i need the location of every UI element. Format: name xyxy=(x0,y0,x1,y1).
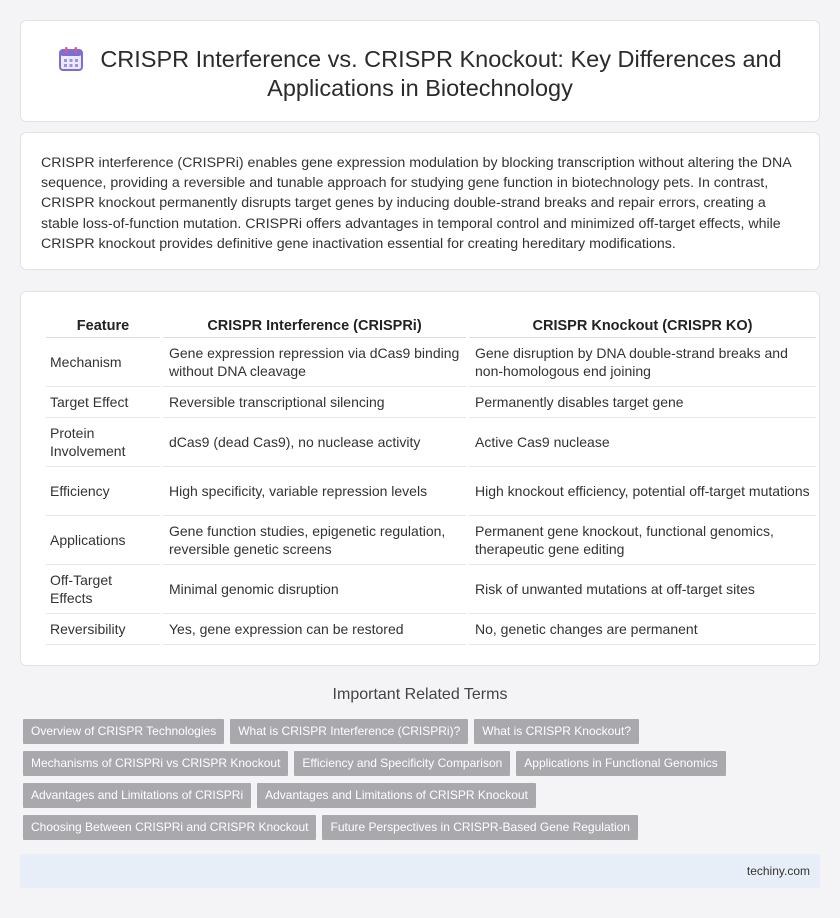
crispr-ko-cell: No, genetic changes are permanent xyxy=(469,614,816,645)
table-row xyxy=(46,338,816,387)
crispri-cell: Yes, gene expression can be restored xyxy=(163,614,466,645)
crispri-cell: Gene function studies, epigenetic regulation, reversible genetic screens xyxy=(163,516,466,565)
crispri-cell: Reversible transcriptional silencing xyxy=(163,387,466,418)
feature-cell: Mechanism xyxy=(46,338,160,387)
crispri-cell: High specificity, variable repression levels xyxy=(163,467,466,516)
table-row xyxy=(46,467,816,516)
page-title xyxy=(21,45,819,103)
crispr-ko-cell: Permanent gene knockout, functional genomics, therapeutic gene editing xyxy=(469,516,816,565)
crispr-ko-cell: Active Cas9 nuclease xyxy=(469,418,816,467)
header-crispri: CRISPR Interference (CRISPRi) xyxy=(163,314,466,338)
tag-row xyxy=(23,783,823,808)
crispri-cell: Minimal genomic disruption xyxy=(163,565,466,614)
related-term-link[interactable]: Overview of CRISPR Technologies xyxy=(23,719,224,744)
feature-cell: Target Effect xyxy=(46,387,160,418)
crispr-ko-cell: Gene disruption by DNA double-strand breaks and non-homologous end joining xyxy=(469,338,816,387)
feature-cell: Applications xyxy=(46,516,160,565)
table-row xyxy=(46,565,816,614)
related-term-link[interactable]: Efficiency and Specificity Comparison xyxy=(294,751,510,776)
table-row xyxy=(46,614,816,645)
calendar-icon xyxy=(58,46,84,72)
related-term-link[interactable]: Mechanisms of CRISPRi vs CRISPR Knockout xyxy=(23,751,288,776)
related-terms xyxy=(23,719,823,847)
crispr-ko-cell: High knockout efficiency, potential off-target mutations xyxy=(469,467,816,516)
feature-cell: Off-Target Effects xyxy=(46,565,160,614)
feature-cell: Reversibility xyxy=(46,614,160,645)
crispr-ko-cell: Risk of unwanted mutations at off-target sites xyxy=(469,565,816,614)
header-card xyxy=(20,20,820,122)
related-term-link[interactable]: Advantages and Limitations of CRISPR Knockout xyxy=(257,783,536,808)
related-term-link[interactable]: Choosing Between CRISPRi and CRISPR Knockout xyxy=(23,815,316,840)
related-term-link[interactable]: Applications in Functional Genomics xyxy=(516,751,725,776)
related-term-link[interactable]: What is CRISPR Knockout? xyxy=(474,719,639,744)
header-crispr-ko: CRISPR Knockout (CRISPR KO) xyxy=(469,314,816,338)
related-term-link[interactable]: Future Perspectives in CRISPR-Based Gene Regulation xyxy=(322,815,637,840)
footer-site-link[interactable]: techiny.com xyxy=(746,864,810,878)
related-term-link[interactable]: Advantages and Limitations of CRISPRi xyxy=(23,783,251,808)
header-feature: Feature xyxy=(46,314,160,338)
intro-card xyxy=(20,132,820,270)
related-term-link[interactable]: What is CRISPR Interference (CRISPRi)? xyxy=(230,719,468,744)
tag-row xyxy=(23,751,823,776)
intro-paragraph: CRISPR interference (CRISPRi) enables gene expression modulation by blocking transcription without altering the DNA sequence, providing a reversible and tunable approach for studying gene function in biotechnology pets. In contrast, CRISPR knockout permanently disrupts target genes by inducing double-strand breaks and repair errors, creating a stable loss-of-function mutation. CRISPRi offers advantages in temporal control and minimized off-target effects, while CRISPR knockout provides definitive gene inactivation essential for creating hereditary modifications. xyxy=(41,155,791,252)
table-header-row xyxy=(46,314,816,338)
page-title-text: CRISPR Interference vs. CRISPR Knockout: Key Differences and Applications in Biotechnology xyxy=(100,46,782,101)
tag-row xyxy=(23,815,823,840)
footer xyxy=(20,854,820,888)
related-terms-title: Important Related Terms xyxy=(332,686,508,703)
table-row xyxy=(46,418,816,467)
crispr-ko-cell: Permanently disables target gene xyxy=(469,387,816,418)
table-row xyxy=(46,516,816,565)
comparison-table xyxy=(43,314,819,645)
feature-cell: Efficiency xyxy=(46,467,160,516)
title-wrap xyxy=(21,45,819,103)
table-row xyxy=(46,387,816,418)
crispri-cell: Gene expression repression via dCas9 binding without DNA cleavage xyxy=(163,338,466,387)
tag-row xyxy=(23,719,823,744)
crispri-cell: dCas9 (dead Cas9), no nuclease activity xyxy=(163,418,466,467)
comparison-table-card xyxy=(20,291,820,666)
feature-cell: Protein Involvement xyxy=(46,418,160,467)
